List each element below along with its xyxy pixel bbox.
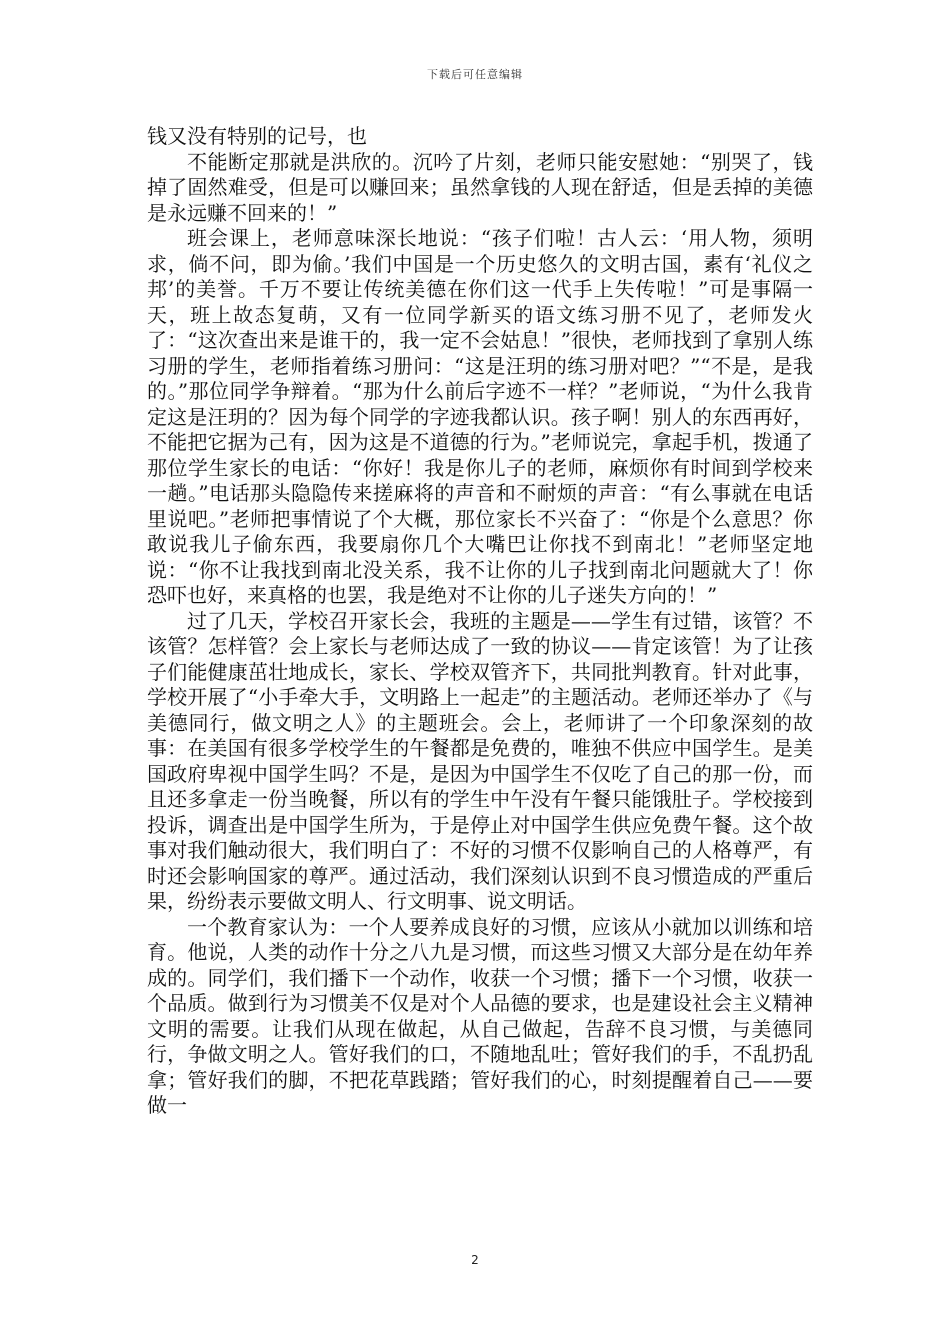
header-note: 下载后可任意编辑 (427, 68, 523, 81)
page-number: 2 (471, 1253, 479, 1267)
body-text (147, 124, 813, 1119)
paragraph: 班会课上，老师意味深长地说：“孩子们啦！古人云：‘用人物，须明求，倘不问，即为偷。’我们中国是一个历史悠久的文明古国，素有‘礼仪之邦’的美誉。千万不要让传统美德在你们这一代手上失传啦！”可是事隔一天，班上故态复萌，又有一位同学新买的语文练习册不见了，老师发火了：“这次查出来是谁干的，我一定不会姑息！”很快，老师找到了拿别人练习册的学生，老师指着练习册问：“这是汪玥的练习册对吧？”“不是，是我的。”那位同学争辩着。“那为什么前后字迹不一样？”老师说，“为什么我肯定这是汪玥的？因为每个同学的字迹我都认识。孩子啊！别人的东西再好，不能把它据为己有，因为这是不道德的行为。”老师说完，拿起手机，拨通了那位学生家长的电话：“你好！我是你儿子的老师，麻烦你有时间到学校来一趟。”电话那头隐隐传来搓麻将的声音和不耐烦的声音：“有么事就在电话里说吧。”老师把事情说了个大概，那位家长不兴奋了：“你是个么意思？你敢说我儿子偷东西，我要扇你几个大嘴巴让你找不到南北！”老师坚定地说：“你不让我找到南北没关系，我不让你的儿子找到南北问题就大了！你恐吓也好，来真格的也罢，我是绝对不让你的儿子迷失方向的！” (147, 226, 813, 607)
paragraph-continuation: 钱又没有特别的记号，也 (147, 124, 367, 148)
paragraph: 过了几天，学校召开家长会，我班的主题是——学生有过错，该管？不该管？怎样管？会上家长与老师达成了一致的协议——肯定该管！为了让孩子们能健康茁壮地成长，家长、学校双管齐下，共同批判教育。针对此事，学校开展了“小手牵大手，文明路上一起走”的主题活动。老师还举办了《与美德同行，做文明之人》的主题班会。会上，老师讲了一个印象深刻的故事：在美国有很多学校学生的午餐都是免费的，唯独不供应中国学生。是美国政府卑视中国学生吗？不是，是因为中国学生不仅吃了自己的那一份，而且还多拿走一份当晚餐，所以有的学生中午没有午餐只能饿肚子。学校接到投诉，调查出是中国学生所为，于是停止对中国学生供应免费午餐。这个故事对我们触动很大，我们明白了：不好的习惯不仅影响自己的人格尊严，有时还会影响国家的尊严。通过活动，我们深刻认识到不良习惯造成的严重后果，纷纷表示要做文明人、行文明事、说文明话。 (147, 608, 813, 913)
paragraph: 不能断定那就是洪欣的。沉吟了片刻，老师只能安慰她：“别哭了，钱掉了固然难受，但是可以赚回来；虽然拿钱的人现在舒适，但是丢掉的美德是永远赚不回来的！” (147, 149, 813, 225)
paragraph: 一个教育家认为：一个人要养成良好的习惯，应该从小就加以训练和培育。他说，人类的动作十分之八九是习惯，而这些习惯又大部分是在幼年养成的。同学们，我们播下一个动作，收获一个习惯；播下一个习惯，收获一个品质。做到行为习惯美不仅是对个人品德的要求，也是建设社会主义精神文明的需要。让我们从现在做起，从自己做起，告辞不良习惯，与美德同行，争做文明之人。管好我们的口，不随地乱吐；管好我们的手，不乱扔乱拿；管好我们的脚，不把花草践踏；管好我们的心，时刻提醒着自己——要做一 (147, 914, 813, 1117)
